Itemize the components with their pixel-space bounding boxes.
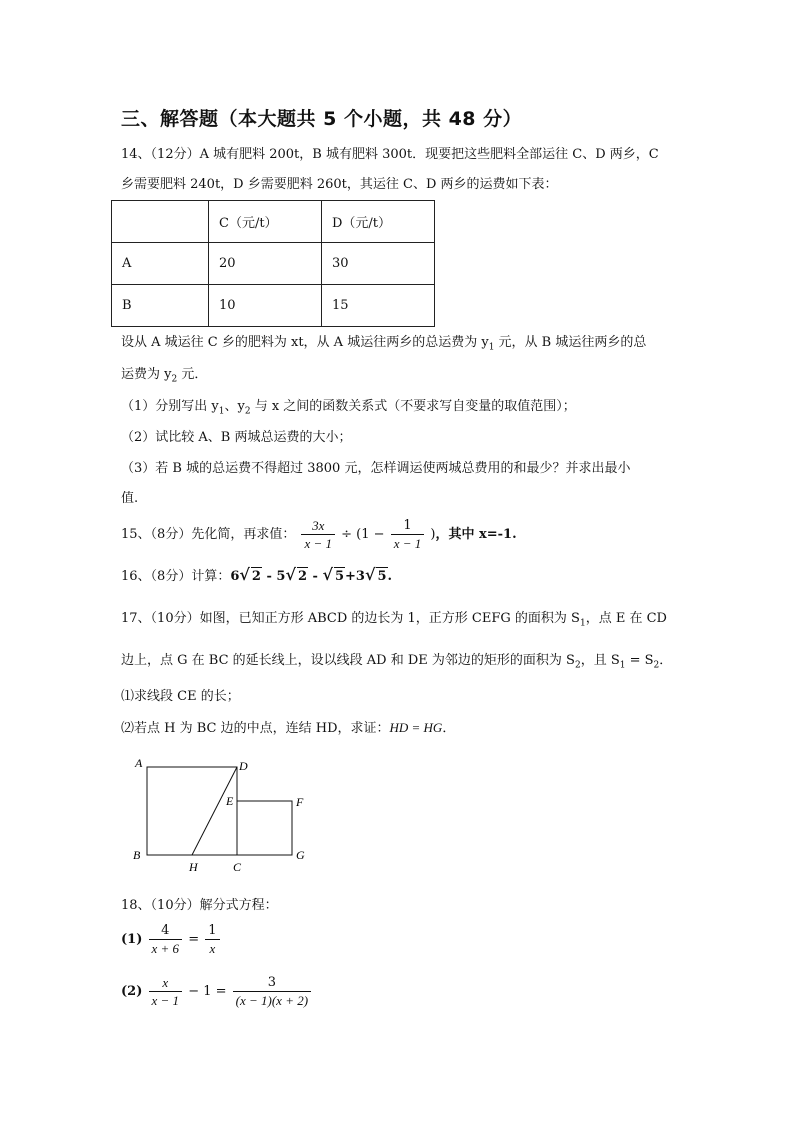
- table-row: [112, 243, 435, 285]
- section-title: 三、解答题（本大题共 5 个小题，共 48 分）: [121, 108, 523, 130]
- q14-line2: 乡需要肥料 240t，D 乡需要肥料 260t，其运往 C、D 两乡的运费如下表：: [121, 177, 558, 192]
- q17-part1: ⑴求线段 CE 的长；: [121, 689, 240, 704]
- fraction: $\frac{4}{x + 6}$: [149, 922, 183, 957]
- q14-desc-line1: 设从 A 城运往 C 乡的肥料为 xt，从 A 城运往两乡的总运费为 $y_1$ 元，从 B 城运往两乡的总: [121, 335, 647, 353]
- table-header-cell: C（元/t）: [209, 201, 322, 243]
- q16: 16、（8分）计算：6√ 2 - 5√ 2 - √ 5+3√ 5.: [121, 565, 393, 584]
- q14-part3-line1: （3）若 B 城的总运费不得超过 3800 元，怎样调运使两城总费用的和最少？并求出最小: [121, 461, 631, 476]
- segment-hd: [192, 767, 237, 855]
- radical-sign: √: [285, 565, 296, 584]
- label-f: F: [296, 795, 304, 809]
- radical-sign: √: [364, 565, 376, 584]
- table-header-row: [112, 201, 435, 243]
- q14-part3-line2: 值.: [121, 491, 139, 506]
- table-cell: 20: [209, 243, 322, 285]
- table-header-cell: [112, 201, 209, 243]
- table-row: [112, 285, 435, 327]
- label-a: A: [135, 756, 143, 770]
- fraction: $\frac{1}{x}$: [205, 922, 219, 957]
- square-figure: [125, 755, 325, 875]
- q14-line1: 14、（12分）A 城有肥料 200t，B 城有肥料 300t．现要把这些肥料全部运往 C、D 两乡，C: [121, 147, 659, 162]
- radical-sign: √: [322, 565, 333, 584]
- q17-line1: 17、（10分）如图，已知正方形 ABCD 的边长为 1，正方形 CEFG 的面积为 $S_1$，点 E 在 CD: [121, 611, 667, 629]
- freight-table: [111, 200, 435, 327]
- q18-eq1: (1) $\frac{4}{x + 6}$ = $\frac{1}{x}$: [121, 922, 222, 957]
- square-cefg: [237, 801, 292, 855]
- fraction: $\frac{x}{x - 1}$: [149, 974, 183, 1009]
- radical-sign: √: [239, 565, 250, 584]
- fraction: $\frac{3x}{x - 1}$: [301, 517, 335, 552]
- table-cell: 15: [322, 285, 435, 327]
- fraction: $\frac{3}{(x - 1)(x + 2)}$: [233, 974, 311, 1009]
- q14-desc-line2: 运费为 $y_2$ 元．: [121, 367, 208, 385]
- table-cell: 10: [209, 285, 322, 327]
- fraction: $\frac{1}{x - 1}$: [391, 517, 425, 552]
- q18-title: 18、（10分）解分式方程：: [121, 898, 278, 913]
- q14-part2: （2）试比较 A、B 两城总运费的大小；: [121, 430, 352, 445]
- label-e: E: [226, 794, 234, 808]
- q17-line2: 边上，点 G 在 BC 的延长线上，设以线段 AD 和 DE 为邻边的矩形的面积为 $S_2$，且 $S_1 = S_2$．: [121, 653, 673, 671]
- label-b: B: [133, 848, 141, 862]
- square-abcd: [147, 767, 237, 855]
- table-cell: 30: [322, 243, 435, 285]
- label-d: D: [239, 759, 248, 773]
- label-c: C: [233, 860, 242, 874]
- q14-part1: （1）分别写出 $y_1$、$y_2$ 与 x 之间的函数关系式（不要求写自变量的取值范围）；: [121, 399, 576, 417]
- q17-part2: ⑵若点 H 为 BC 边的中点，连结 HD，求证：HD = HG．: [121, 720, 456, 736]
- label-h: H: [189, 860, 198, 874]
- q15: 15、（8分）先化简，再求值： $\frac{3x}{x - 1}$ ÷ (1 − $\frac{1}{x - 1}$ )，其中 x=-1.: [121, 518, 517, 551]
- table-cell: A: [112, 243, 209, 285]
- q18-eq2: (2) $\frac{x}{x - 1}$ − 1 = $\frac{3}{(x - 1)(x + 2)}$: [121, 974, 313, 1009]
- table-cell: B: [112, 285, 209, 327]
- table-header-cell: D（元/t）: [322, 201, 435, 243]
- label-g: G: [296, 848, 305, 862]
